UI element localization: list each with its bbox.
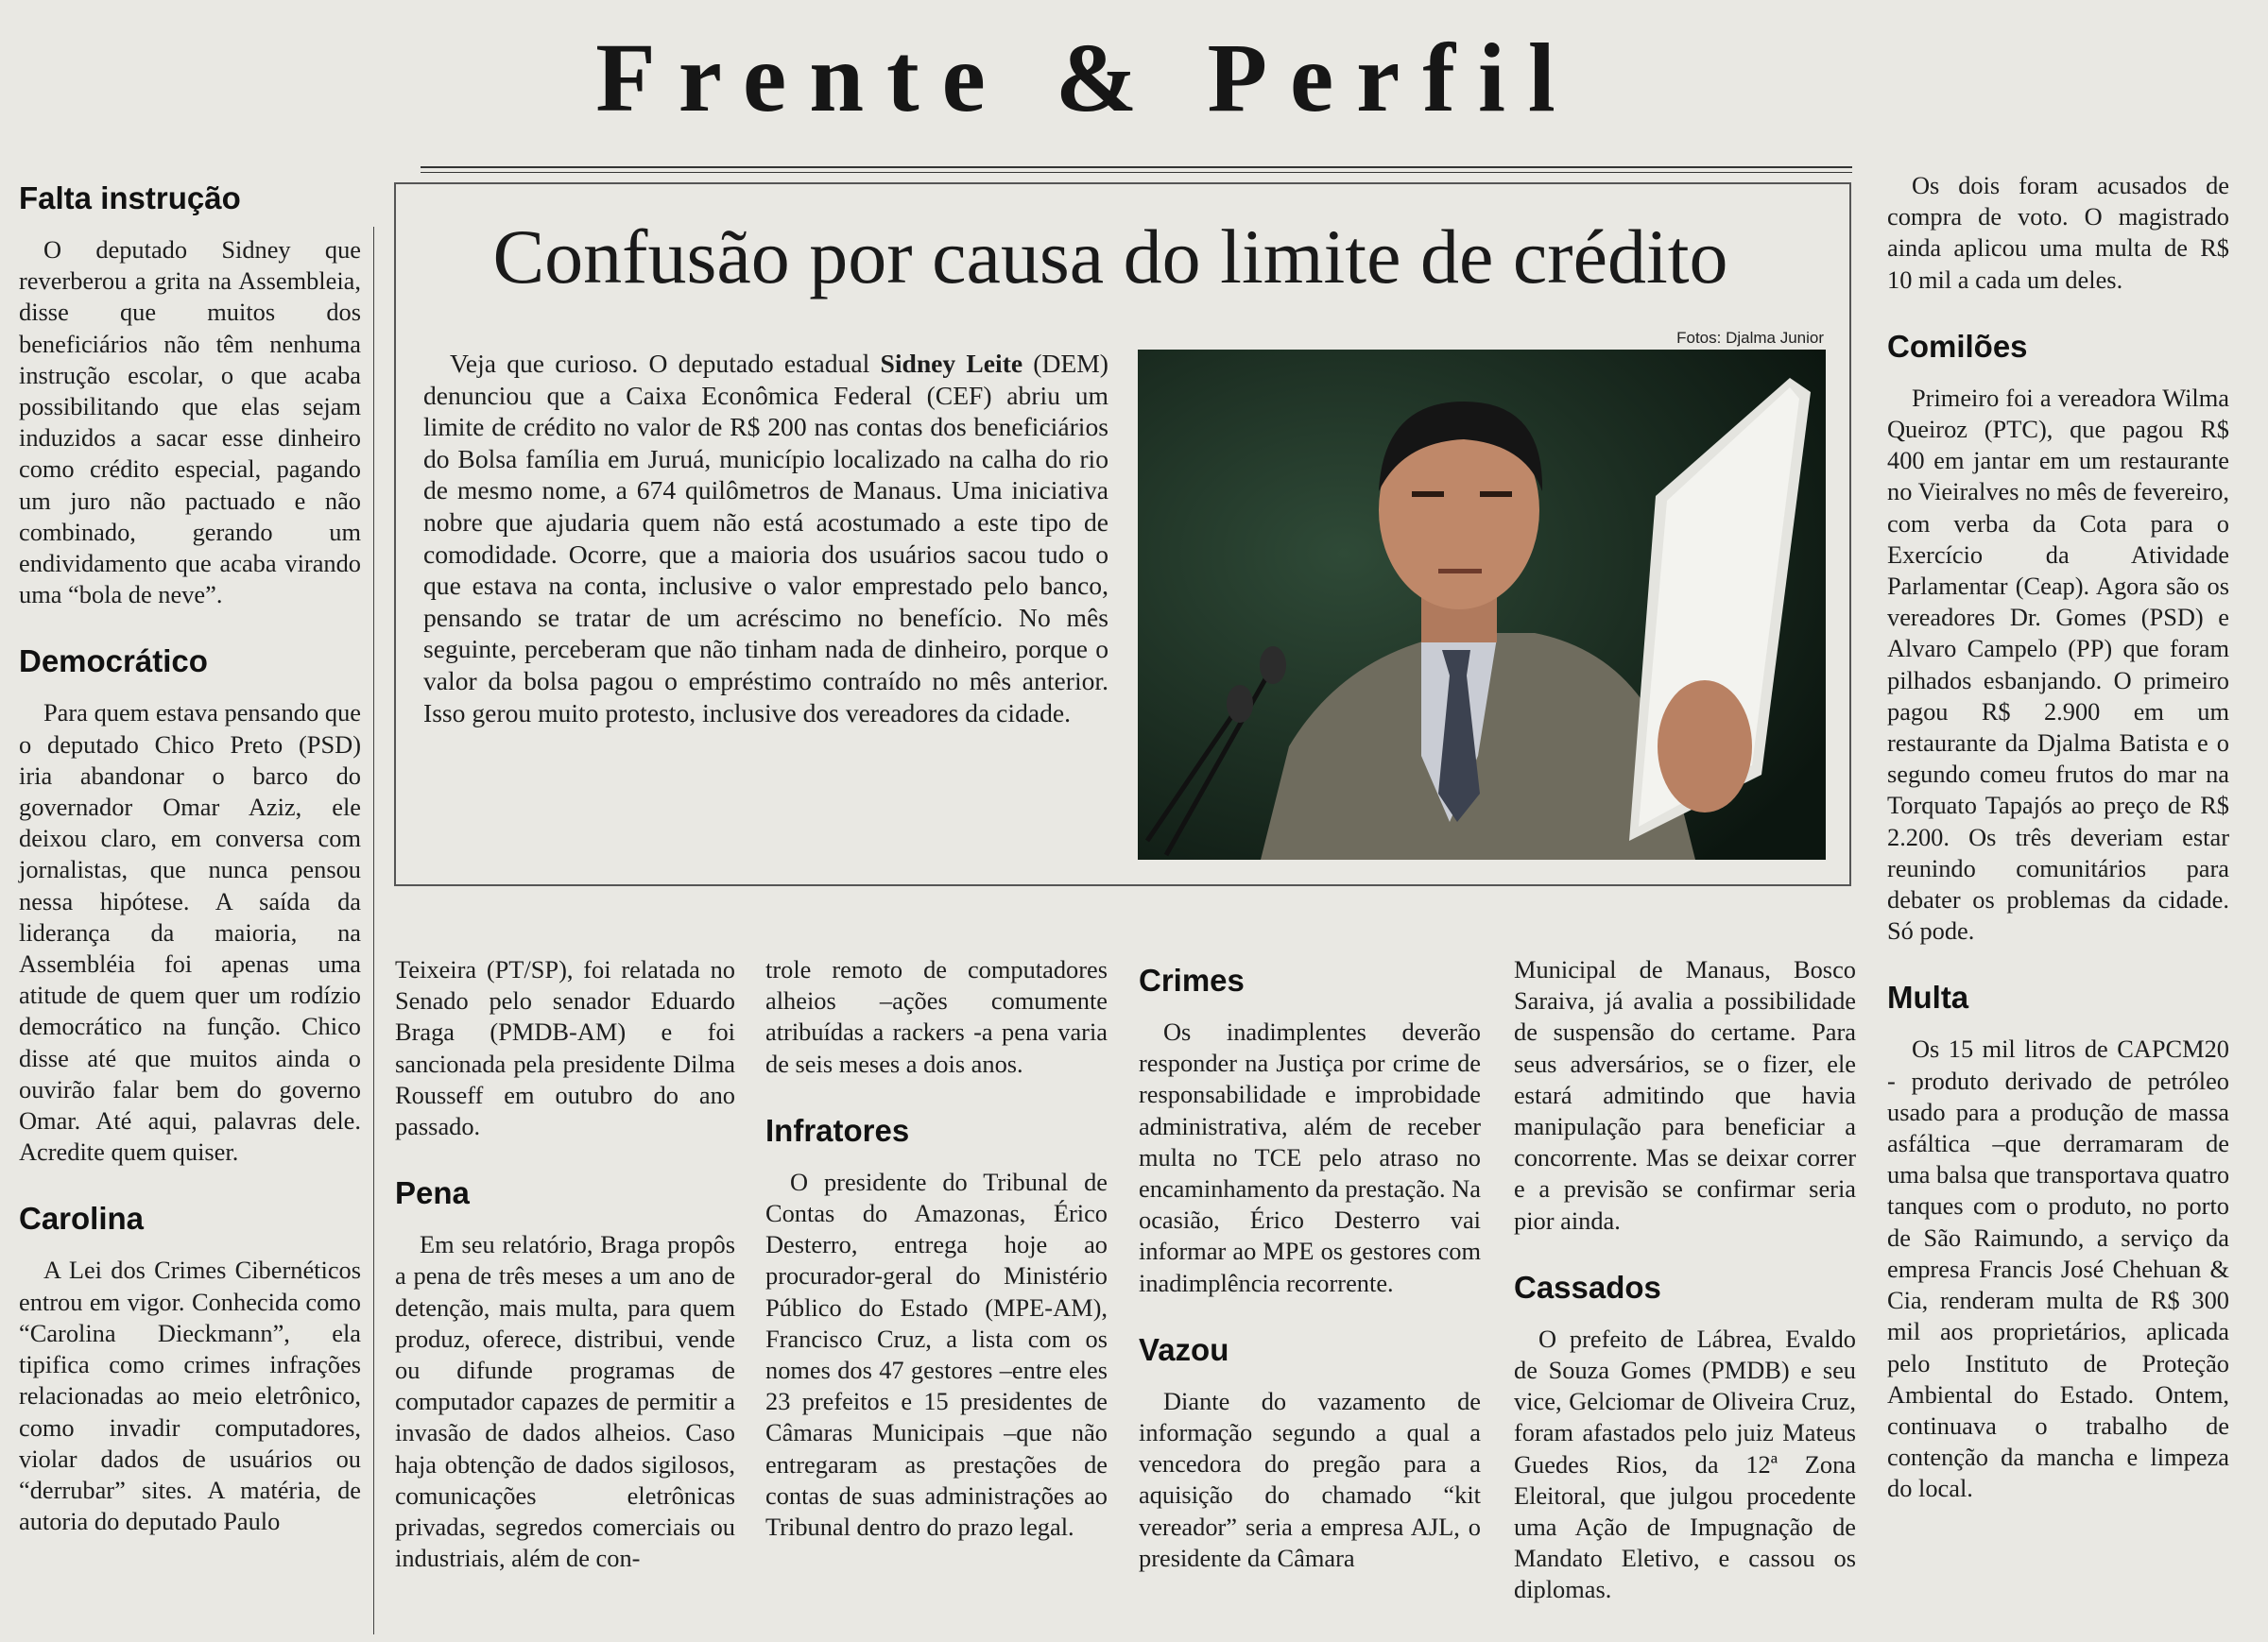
column-3: [765, 954, 1108, 1543]
paragraph: Os 15 mil litros de CAPCM20 - produto derivado de petróleo usado para a produção de massa asfáltica –que derramaram de uma balsa que transportava quatro tanques com o produto, no porto de São Raimundo, a serviço da empresa Francis José Chehuan & Cia, renderam multa de R$ 300 mil aos proprietários, aplicada pelo Instituto de Proteção Ambiental do Estado. Ontem, continuava o trabalho de contenção da mancha e limpeza do local.: [1887, 1035, 2230, 1503]
section-heading: Crimes: [1139, 963, 1245, 998]
paragraph: O prefeito de Lábrea, Evaldo de Souza Gomes (PMDB) e seu vice, Gelciomar de Oliveira Cruz, foram afastados pelo juiz Mateus Guedes Rios, da 12ª Zona Eleitoral, que julgou procedente uma Ação de Impugnação de Mandato Eletivo, e cassou os diplomas.: [1514, 1324, 1856, 1604]
paragraph: trole remoto de computadores alheios –ações comumente atribuídas a rackers -a pena varia de seis meses a dois anos.: [765, 955, 1108, 1078]
paragraph: Diante do vazamento de informação segundo a qual a vencedora do pregão para a aquisição do chamado “kit vereador” seria a empresa AJL, o presidente da Câmara: [1139, 1386, 1481, 1572]
paragraph: Em seu relatório, Braga propôs a pena de três meses a um ano de detenção, mais multa, para quem produz, oferece, distribui, vende ou difunde programas de computador capazes de permitir a invasão de dados alheios. Caso haja obtenção de dados sigilosos, comunicações eletrônicas privadas, segredos comerciais ou industriais, além de con-: [395, 1230, 735, 1573]
photo-credit: Fotos: Djalma Junior: [1676, 329, 1824, 347]
paragraph: Teixeira (PT/SP), foi relatada no Senado pelo senador Eduardo Braga (PMDB-AM) e foi sancionada pela presidente Dilma Rousseff em outubro do ano passado.: [395, 955, 735, 1141]
paragraph: O deputado Sidney que reverberou a grita na Assembleia, disse que muitos dos beneficiários não têm nenhuma instrução escolar, o que acaba possibilitando que elas sejam induzidos a sacar esse dinheiro como crédito especial, pagando um juro não pactuado e não combinado, gerando um endividamento que acaba virando uma “bola de neve”.: [19, 235, 361, 609]
section-heading: Infratores: [765, 1112, 910, 1148]
masthead: Frente & Perfil: [595, 24, 1578, 132]
paragraph: A Lei dos Crimes Cibernéticos entrou em vigor. Conhecida como “Carolina Dieckmann”, ela tipifica como crimes infrações relacionadas ao meio eletrônico, como invadir computadores, violar dados de usuários ou “derrubar” sites. A matéria, de autoria do deputado Paulo: [19, 1256, 361, 1536]
paragraph: Municipal de Manaus, Bosco Saraiva, já avalia a possibilidade de suspensão do certame. Para seus adversários, se o fizer, ele estará admitindo que havia manipulação para beneficiar a concorrente. Mas se deixar correr e a previsão se confirmar seria pior ainda.: [1514, 955, 1856, 1235]
column-4: [1139, 962, 1481, 1574]
section-heading: Democrático: [19, 643, 208, 679]
feature-lead: Veja que curioso. O deputado estadual Sidney Leite (DEM) denunciou que a Caixa Econômica Federal (CEF) abriu um limite de crédito no valor de R$ 200 nas contas dos beneficiários do Bolsa família em Juruá, município localizado na calha do rio de mesmo nome, a 674 quilômetros de Manaus. Uma iniciativa nobre que ajudaria quem não está acostumado a este tipo de comodidade. Ocorre, que a maioria dos usuários sacou tudo o que estava na conta, inclusive o valor emprestado pelo banco, pensando se tratar de um acréscimo no benefício. No mês seguinte, perceberam que não tinham nada de dinheiro, porque o valor da bolsa pagou o empréstimo contraído no mês anterior. Isso gerou muito protesto, inclusive dos vereadores da cidade.: [423, 349, 1108, 727]
column-5: [1514, 954, 1856, 1606]
column-6: [1887, 170, 2229, 1505]
section-heading: Carolina: [19, 1201, 145, 1237]
paragraph: Para quem estava pensando que o deputado Chico Preto (PSD) iria abandonar o barco do governador Omar Aziz, ele deixou claro, em conversa com jornalistas, que nunca pensou nessa hipótese. A saída da liderança da maioria, na Assembléia foi apenas uma atitude de quem quer um rodízio democrático na função. Chico disse até que muitos ainda o ouvirão falar bem do governo Omar. Até aqui, palavras dele. Acredite quem quiser.: [19, 698, 361, 1167]
masthead-rule: [421, 166, 1852, 173]
column-rule: [373, 227, 374, 1634]
section-heading: Comilões: [1887, 328, 2028, 364]
column-2: [395, 954, 735, 1574]
section-heading: Vazou: [1139, 1331, 1229, 1367]
lead-name: Sidney Leite: [880, 349, 1023, 378]
section-heading: Cassados: [1514, 1269, 1661, 1305]
section-heading: Multa: [1887, 980, 1969, 1016]
section-heading: Pena: [395, 1175, 470, 1211]
speaker-illustration: [1138, 350, 1826, 860]
paragraph: Os dois foram acusados de compra de voto. O magistrado ainda aplicou uma multa de R$ 10 mil a cada um deles.: [1887, 171, 2229, 294]
column-1: [19, 180, 361, 1537]
feature-photo: [1138, 350, 1826, 860]
paragraph: Primeiro foi a vereadora Wilma Queiroz (PTC), que pagou R$ 400 em jantar em um restaurante no Vieiralves no mês de fevereiro, com verba da Cota para o Exercício da Atividade Parlamentar (Ceap). Agora são os vereadores Dr. Gomes (PSD) e Alvaro Campelo (PP) que foram pilhados esbanjando. O primeiro pagou R$ 2.900 em um restaurante da Djalma Batista e o segundo comeu frutos do mar na Torquato Tapajós ao preço de R$ 2.200. Os três deveriam estar reunindo comunitários para debater os problemas da cidade. Só pode.: [1887, 383, 2229, 946]
paragraph: O presidente do Tribunal de Contas do Amazonas, Érico Desterro, entrega hoje ao procurador-geral do Ministério Público do Estado (MPE-AM), Francisco Cruz, a lista com os nomes dos 47 gestores –entre eles 23 prefeitos e 15 presidentes de Câmaras Municipais –que não entregaram as prestações de contas de suas administrações ao Tribunal dentro do prazo legal.: [765, 1167, 1108, 1542]
feature-headline: Confusão por causa do limite de crédito: [492, 214, 1728, 299]
section-heading: Falta instrução: [19, 180, 241, 215]
paragraph: Os inadimplentes deverão responder na Justiça por crime de responsabilidade e improbidade administrativa, além de receber multa no TCE pelo atraso no encaminhamento da prestação. Na ocasião, Érico Desterro vai informar ao MPE os gestores com inadimplência recorrente.: [1139, 1018, 1481, 1297]
